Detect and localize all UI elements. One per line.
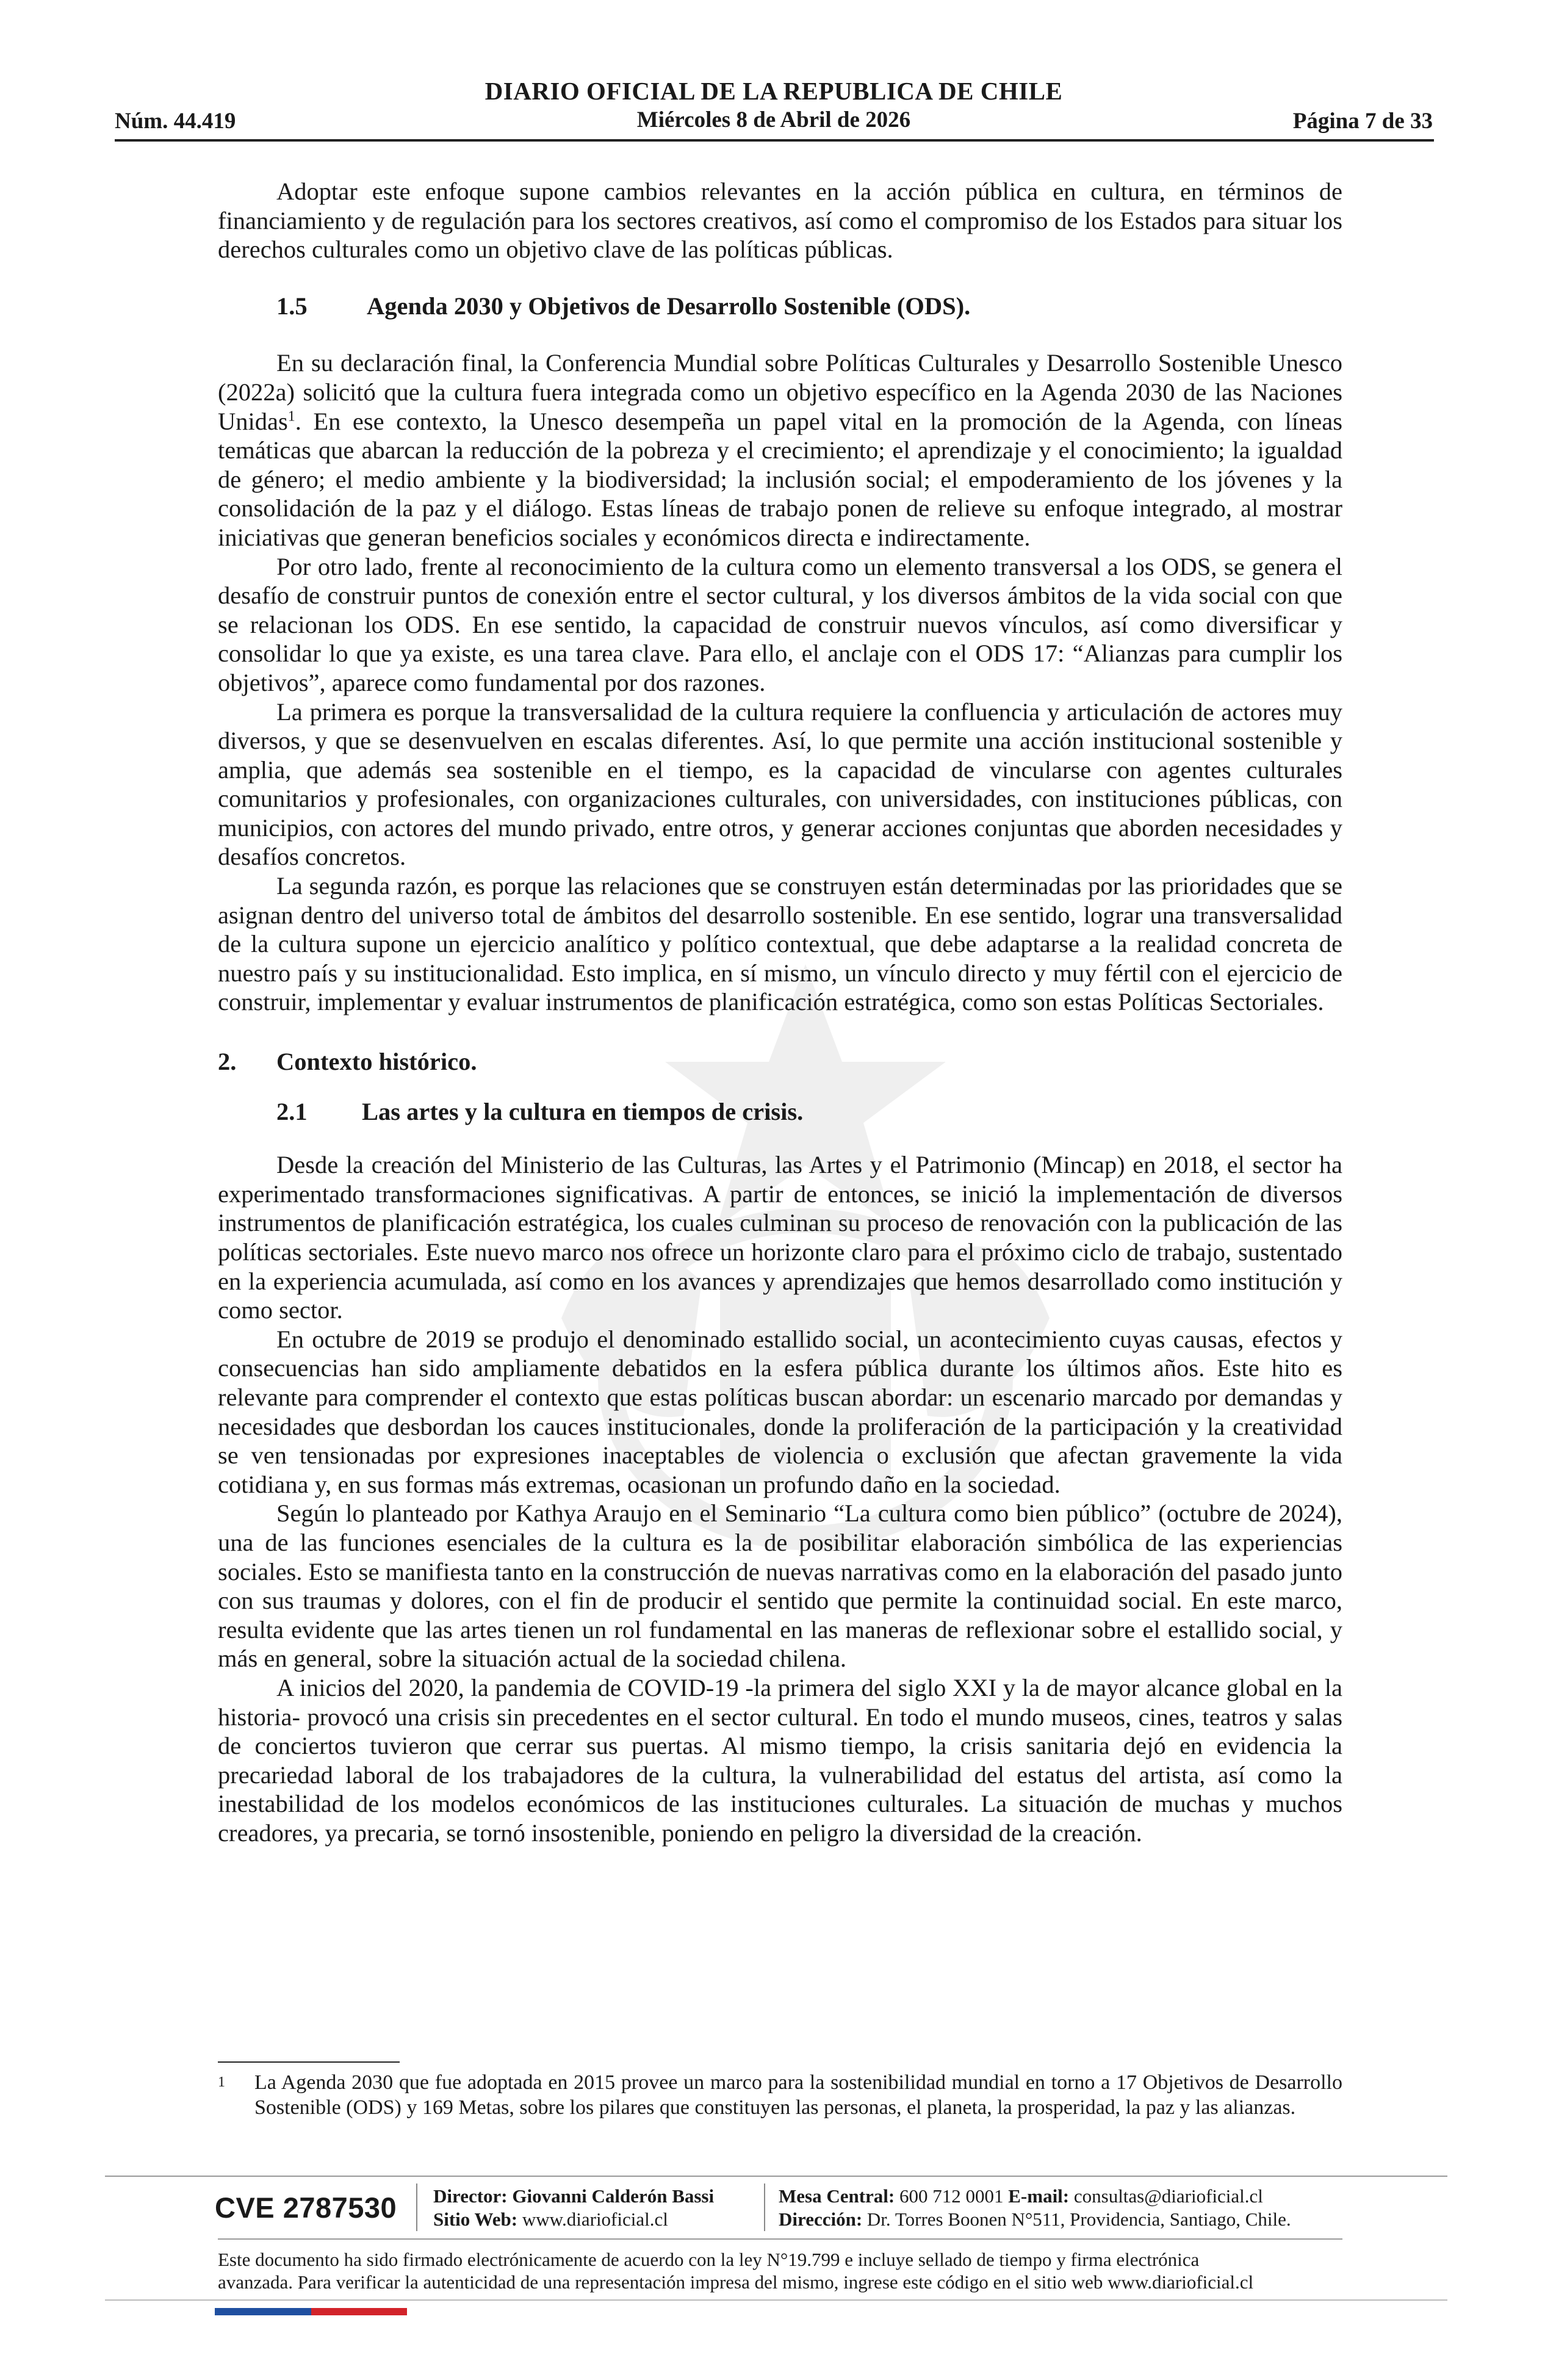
paragraph: La segunda razón, es porque las relaciones que se construyen están determinadas por las prioridades que se asignan dentro del universo total de ámbitos del desarrollo sostenible. En ese sentido, lograr una transversalidad de la cultura supone un ejercicio analítico y político contextual, que debe adaptarse a la realidad concreta de nuestro país y su institucionalidad. Esto implica, en sí mismo, un vínculo directo y muy fértil con el ejercicio de construir, implementar y evaluar instrumentos de planificación estratégica, como son estas Políticas Sectoriales. xyxy=(218,872,1342,1016)
phone-number: 600 712 0001 xyxy=(899,2185,1004,2207)
issue-number: Núm. 44.419 xyxy=(115,109,236,134)
flag-red-segment xyxy=(311,2308,407,2315)
paragraph-text: En su declaración final, la Conferencia Mundial sobre Políticas Culturales y Desarrollo Sostenible Unesco (2022a) solicitó que la cultura fuera integrada como un objetivo específico en la Agenda 2030 de las Naciones Unidas xyxy=(218,349,1342,435)
section-title: Agenda 2030 y Objetivos de Desarrollo Sostenible (ODS). xyxy=(367,292,971,320)
address: Dr. Torres Boonen N°511, Providencia, Santiago, Chile. xyxy=(866,2209,1291,2230)
footnote-number: 1 xyxy=(218,2074,225,2090)
paragraph: Según lo planteado por Kathya Araujo en el Seminario “La cultura como bien público” (octubre de 2024), una de las funciones esenciales de la cultura es la de posibilitar elaboración simbólica de las experiencias sociales. Esto se manifiesta tanto en la construcción de nuevas narrativas como en la elaboración del pasado junto con sus traumas y dolores, con el fin de producir el sentido que permite la continuidad social. En este marco, resulta evidente que las artes tienen un rol fundamental en las maneras de reflexionar sobre el estallido social, y más en general, sobre la situación actual de la sociedad chilena. xyxy=(218,1499,1342,1673)
director-info xyxy=(433,2185,714,2231)
paragraph: En octubre de 2019 se produjo el denominado estallido social, un acontecimiento cuyas causas, efectos y consecuencias han sido ampliamente debatidos en la esfera pública durante los últimos años. Este hito es relevante para comprender el contexto que estas políticas buscan abordar: un escenario marcado por demandas y necesidades que desbordan los cauces institucionales, donde la proliferación de la participación y la creatividad se ven tensionadas por expresiones inaceptables de violencia o exclusión que afectan gravemente la vida cotidiana y, en sus formas más extremas, ocasionan un profundo daño en la sociedad. xyxy=(218,1325,1342,1498)
paragraph: Por otro lado, frente al reconocimiento de la cultura como un elemento transversal a los ODS, se genera el desafío de construir puntos de conexión entre el sector cultural, y los diversos ámbitos de la vida social con que se relacionan los ODS. En ese sentido, la capacidad de construir nuevos vínculos, así como diversificar y consolidar lo que ya existe, es una tarea clave. Para ello, el anclaje con el ODS 17: “Alianzas para cumplir los objetivos”, aparece como fundamental por dos razones. xyxy=(218,552,1342,696)
email-label: E-mail: xyxy=(1008,2185,1070,2207)
footnote-ref[interactable]: 1 xyxy=(287,408,295,425)
footer-divider xyxy=(218,2238,1342,2240)
header-divider xyxy=(115,139,1434,142)
phone-label: Mesa Central: xyxy=(779,2185,895,2207)
section-heading-1-5 xyxy=(276,292,1342,321)
footer-divider xyxy=(105,2176,1447,2177)
paragraph xyxy=(218,348,1342,552)
email-link[interactable]: consultas@diarioficial.cl xyxy=(1073,2185,1263,2207)
section-number: 1.5 xyxy=(276,292,308,320)
director-label: Director: xyxy=(433,2185,508,2207)
issue-date: Miércoles 8 de Abril de 2026 xyxy=(636,107,911,132)
paragraph: Adoptar este enfoque supone cambios relevantes en la acción pública en cultura, en términos de financiamiento y de regulación para los sectores creativos, así como el compromiso de los Estados para situar los derechos culturales como un objetivo clave de las políticas públicas. xyxy=(218,178,1342,264)
section-number: 2.1 xyxy=(276,1097,308,1125)
website-label: Sitio Web: xyxy=(433,2209,518,2230)
document-body xyxy=(218,177,1342,1847)
director-name: Giovanni Calderón Bassi xyxy=(512,2185,715,2207)
signature-notice xyxy=(218,2248,1342,2293)
section-heading-2 xyxy=(218,1047,1342,1076)
website-link[interactable]: www.diarioficial.cl xyxy=(522,2209,668,2230)
footer-separator xyxy=(764,2183,765,2231)
contact-info xyxy=(779,2185,1291,2231)
paragraph-text: . En ese contexto, la Unesco desempeña un papel vital en la promoción de la Agenda, con líneas temáticas que abarcan la reducción de la pobreza y el crecimiento; el aprendizaje y el conocimiento; la igualdad de género; el medio ambiente y la biodiversidad; la inclusión social; el empoderamiento de los jóvenes y la consolidación de la paz y el diálogo. Estas líneas de trabajo ponen de relieve su enfoque integrado, al mostrar iniciativas que generan beneficios sociales y económicos directa e indirectamente. xyxy=(218,407,1342,551)
footnote xyxy=(218,2070,1342,2120)
flag-stripe xyxy=(215,2308,407,2315)
section-title: Las artes y la cultura en tiempos de crisis. xyxy=(362,1097,804,1125)
address-label: Dirección: xyxy=(779,2209,863,2230)
footnote-divider xyxy=(218,2061,400,2063)
publication-title: DIARIO OFICIAL DE LA REPUBLICA DE CHILE xyxy=(484,77,1063,105)
section-title: Contexto histórico. xyxy=(276,1048,477,1076)
cve-code: CVE 2787530 xyxy=(215,2191,397,2224)
footnote-text: La Agenda 2030 que fue adoptada en 2015 provee un marco para la sostenibilidad mundial en torno a 17 Objetivos de Desarrollo Sostenible (ODS) y 169 Metas, sobre los pilares que constituyen las personas, el planeta, la prosperidad, la paz y las alianzas. xyxy=(254,2071,1342,2119)
footer-divider xyxy=(105,2299,1447,2301)
flag-blue-segment xyxy=(215,2308,311,2315)
signature-line: Este documento ha sido firmado electrónicamente de acuerdo con la ley N°19.799 e incluye sellado de tiempo y firma electrónica xyxy=(218,2249,1200,2270)
section-heading-2-1 xyxy=(276,1097,1342,1127)
paragraph: Desde la creación del Ministerio de las Culturas, las Artes y el Patrimonio (Mincap) en 2018, el sector ha experimentado transformaciones significativas. A partir de entonces, se inició la implementación de diversos instrumentos de planificación estratégica, los cuales culminan su proceso de renovación con la publicación de las políticas sectoriales. Este nuevo marco nos ofrece un horizonte claro para el próximo ciclo de trabajo, sustentado en la experiencia acumulada, así como en los avances y aprendizajes que hemos desarrollado como institución y como sector. xyxy=(218,1151,1342,1324)
signature-line: avanzada. Para verificar la autenticidad de una representación impresa del mismo, ingrese este código en el sitio web www.diarioficial.cl xyxy=(218,2271,1254,2293)
page-header xyxy=(115,76,1433,137)
paragraph: La primera es porque la transversalidad de la cultura requiere la confluencia y articulación de actores muy diversos, y que se desenvuelven en escalas diferentes. Así, lo que permite una acción institucional sostenible y amplia, que además sea sostenible en el tiempo, es la capacidad de vincularse con agentes culturales comunitarios y profesionales, con organizaciones culturales, con universidades, con instituciones públicas, con municipios, con actores del mundo privado, entre otros, y generar acciones conjuntas que aborden necesidades y desafíos concretos. xyxy=(218,698,1342,871)
footer-separator xyxy=(416,2183,417,2231)
section-number: 2. xyxy=(218,1048,237,1076)
page-number: Página 7 de 33 xyxy=(1292,109,1433,134)
paragraph: A inicios del 2020, la pandemia de COVID-19 -la primera del siglo XXI y la de mayor alcance global en la historia- provocó una crisis sin precedentes en el sector cultural. En todo el mundo museos, cines, teatros y salas de conciertos tuvieron que cerrar sus puertas. Al mismo tiempo, la crisis sanitaria dejó en evidencia la precariedad laboral de los trabajadores de la cultura, la vulnerabilidad del estatus del artista, así como la inestabilidad de los modelos económicos de las instituciones culturales. La situación de muchas y muchos creadores, ya precaria, se tornó insostenible, poniendo en peligro la diversidad de la creación. xyxy=(218,1673,1342,1847)
